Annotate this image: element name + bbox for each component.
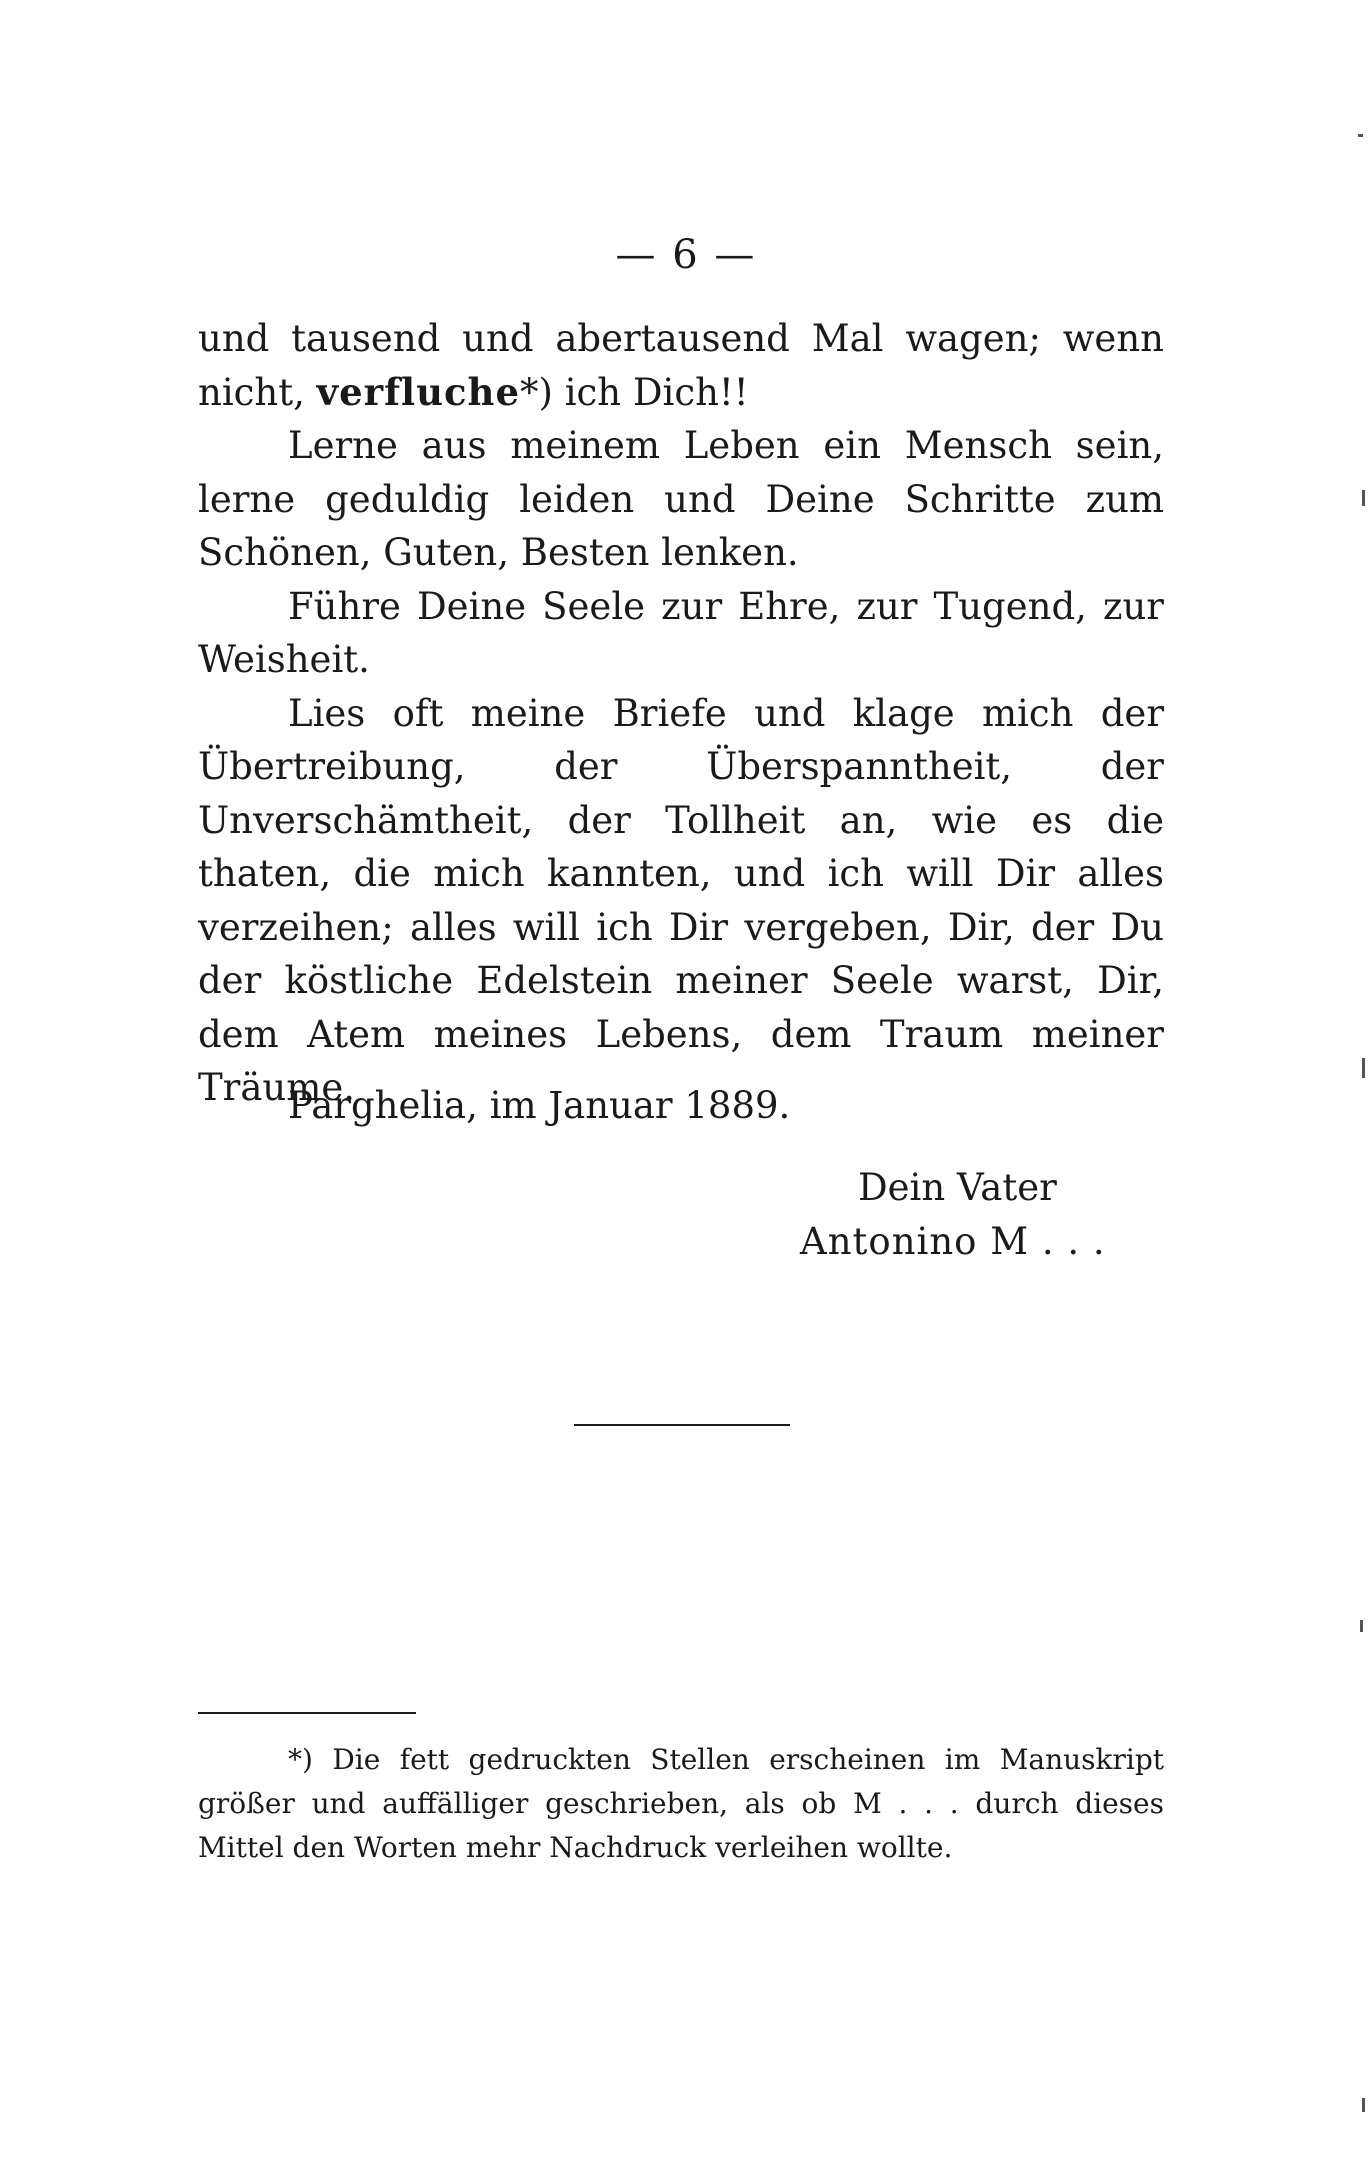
margin-speck [1360, 1620, 1363, 1632]
footnote [198, 1738, 1164, 1870]
place-date: Parghelia, im Januar 1889. [288, 1084, 791, 1127]
paragraph-2: Lerne aus meinem Leben ein Mensch sein, lerne geduldig leiden und Deine Schritte zum Schönen, Guten, Besten lenken. [198, 424, 1164, 574]
footnote-text: *) Die fett gedruckten Stellen erscheinen im Manuskript größer und auffälliger geschrieben, als ob M . . . durch dieses Mittel den Worten mehr Nachdruck verleihen wollte. [198, 1743, 1164, 1864]
letter-body [198, 312, 1164, 1115]
paragraph-4: Lies oft meine Briefe und klage mich der Übertreibung, der Überspanntheit, der Unverschämtheit, der Tollheit an, wie es die thaten, die mich kannten, und ich will Dir alles verzeihen; alles will ich Dir vergeben, Dir, der Du der köstliche Edelstein meiner Seele warst, Dir, dem Atem meines Lebens, dem Traum meiner Träume. [198, 691, 1164, 1109]
paragraph-1-text-before: und tausend und abertausend Mal wagen; wenn nicht, [198, 317, 1164, 414]
footnote-divider [198, 1712, 416, 1714]
page-number: — 6 — [615, 232, 757, 278]
paragraph-1 [198, 312, 1164, 419]
emphasized-word: verfluche [316, 369, 520, 414]
signature: Antonino M . . . [800, 1220, 1106, 1263]
end-divider [574, 1424, 790, 1426]
margin-speck [1362, 2098, 1365, 2112]
margin-speck [1358, 134, 1363, 137]
margin-speck [1362, 1058, 1365, 1078]
margin-speck [1362, 490, 1365, 506]
paragraph-1-text-after: *) ich Dich!! [520, 370, 749, 414]
paragraph-3: Führe Deine Seele zur Ehre, zur Tugend, zur Weisheit. [198, 584, 1164, 681]
salutation: Dein Vater [858, 1166, 1057, 1209]
